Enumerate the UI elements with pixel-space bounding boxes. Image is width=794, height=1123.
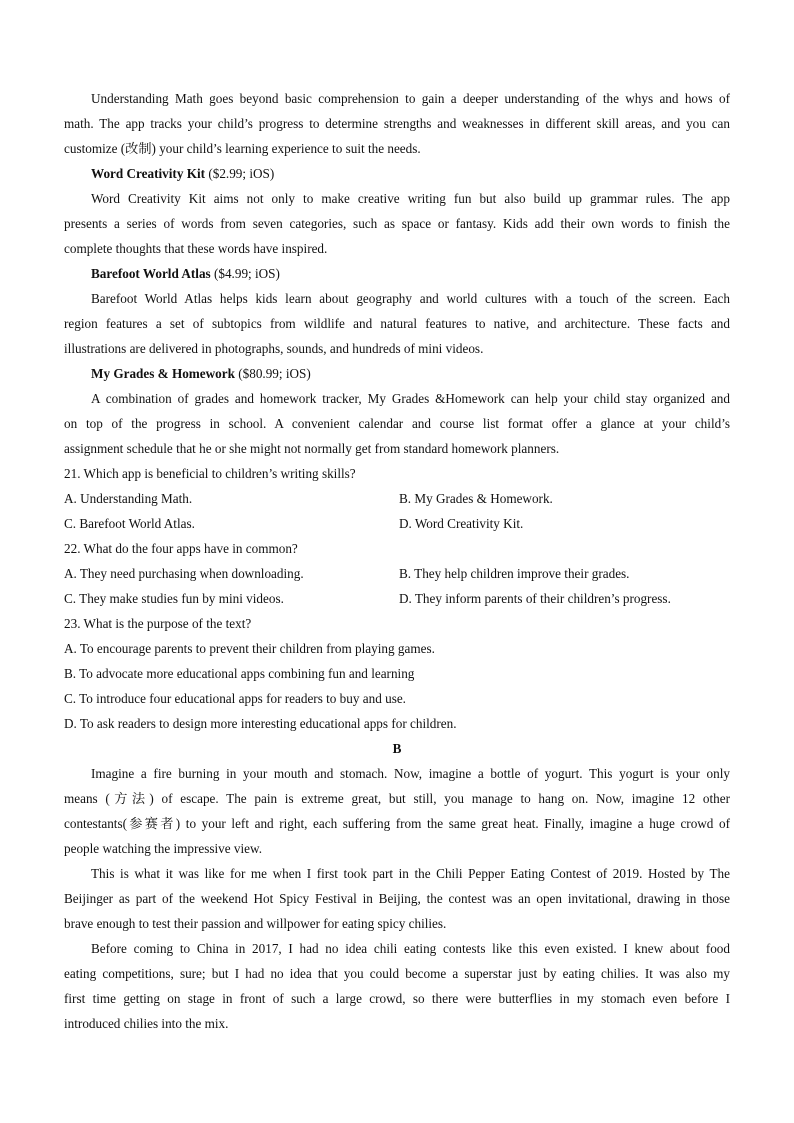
app-price: ($2.99; iOS)	[205, 166, 275, 181]
paragraph-line: math. The app tracks your child’s progress to determine strengths and weaknesses in different skill areas, and you can	[64, 116, 730, 131]
paragraph-line: Imagine a fire burning in your mouth and stomach. Now, imagine a bottle of yogurt. This yogurt is your only	[91, 766, 730, 781]
app-heading-word-creativity-kit	[64, 161, 730, 186]
paragraph-line: complete thoughts that these words have inspired.	[64, 241, 328, 256]
option-a: A. To encourage parents to prevent their children from playing games.	[64, 641, 435, 656]
document-page	[64, 86, 730, 1036]
app-price: ($4.99; iOS)	[210, 266, 280, 281]
option-row	[64, 511, 730, 536]
option-b: B. To advocate more educational apps combining fun and learning	[64, 666, 415, 681]
question-stem: 21. Which app is beneficial to children’s writing skills?	[64, 466, 356, 481]
option-a: A. Understanding Math.	[64, 491, 193, 506]
option-d: D. They inform parents of their children’s progress.	[399, 591, 671, 606]
paragraph-line: Beijinger as part of the weekend Hot Spicy Festival in Beijing, the contest was an open invitational, drawing in those	[64, 891, 730, 906]
paragraph-line: first time getting on stage in front of such a large crowd, so there were butterflies in my stomach even before I	[64, 991, 730, 1006]
option-c: C. To introduce four educational apps for readers to buy and use.	[64, 691, 406, 706]
paragraph-line: assignment schedule that he or she might not normally get from standard homework planners.	[64, 441, 560, 456]
option-b: B. My Grades & Homework.	[399, 491, 553, 506]
option-row	[64, 586, 730, 611]
section-heading: B	[392, 741, 402, 756]
option-row	[64, 486, 730, 511]
app-price: ($80.99; iOS)	[234, 366, 311, 381]
paragraph-line: Barefoot World Atlas helps kids learn about geography and world cultures with a touch of the screen. Each	[91, 291, 730, 306]
paragraph-line: Understanding Math goes beyond basic comprehension to gain a deeper understanding of the whys and hows of	[91, 91, 730, 106]
paragraph-line: Before coming to China in 2017, I had no idea chili eating contests like this even existed. I knew about food	[91, 941, 730, 956]
option-c: C. They make studies fun by mini videos.	[64, 591, 284, 606]
paragraph-line: presents a series of words from seven categories, such as space or fantasy. Kids add their own words to finish the	[64, 216, 730, 231]
paragraph-line: contestants(参赛者) to your left and right, each suffering from the same great heat. Finally, imagine a huge crowd of	[64, 816, 730, 831]
paragraph-line: means (方法) of escape. The pain is extreme great, but still, you manage to hang on. Now, imagine 12 other	[64, 791, 730, 806]
paragraph-line: region features a set of subtopics from wildlife and natural features to native, and architecture. These facts and	[64, 316, 730, 331]
app-heading-barefoot-world-atlas	[64, 261, 730, 286]
option-row	[64, 561, 730, 586]
option-c: C. Barefoot World Atlas.	[64, 516, 195, 531]
app-name: Word Creativity Kit	[91, 166, 206, 181]
paragraph-line: introduced chilies into the mix.	[64, 1016, 229, 1031]
question-stem: 23. What is the purpose of the text?	[64, 616, 252, 631]
option-b: B. They help children improve their grades.	[399, 566, 630, 581]
app-name: Barefoot World Atlas	[91, 266, 211, 281]
paragraph-line: brave enough to test their passion and willpower for eating spicy chilies.	[64, 916, 447, 931]
option-a: A. They need purchasing when downloading.	[64, 566, 304, 581]
paragraph-line: on top of the progress in school. A convenient calendar and course list format offer a glance at your child’s	[64, 416, 730, 431]
paragraph-line: eating competitions, sure; but I had no idea that you could become a superstar just by eating chilies. It was also my	[64, 966, 730, 981]
question-stem: 22. What do the four apps have in common?	[64, 541, 298, 556]
option-d: D. Word Creativity Kit.	[399, 516, 524, 531]
app-heading-my-grades-homework	[64, 361, 730, 386]
paragraph-line: This is what it was like for me when I first took part in the Chili Pepper Eating Contest of 2019. Hosted by The	[91, 866, 730, 881]
paragraph-line: illustrations are delivered in photographs, sounds, and hundreds of mini videos.	[64, 341, 484, 356]
option-d: D. To ask readers to design more interesting educational apps for children.	[64, 716, 457, 731]
paragraph-line: A combination of grades and homework tracker, My Grades &Homework can help your child stay organized and	[91, 391, 730, 406]
app-name: My Grades & Homework	[91, 366, 235, 381]
paragraph-line: people watching the impressive view.	[64, 841, 262, 856]
paragraph-line: Word Creativity Kit aims not only to make creative writing fun but also build up grammar rules. The app	[91, 191, 730, 206]
paragraph-line: customize (改制) your child’s learning experience to suit the needs.	[64, 141, 421, 156]
